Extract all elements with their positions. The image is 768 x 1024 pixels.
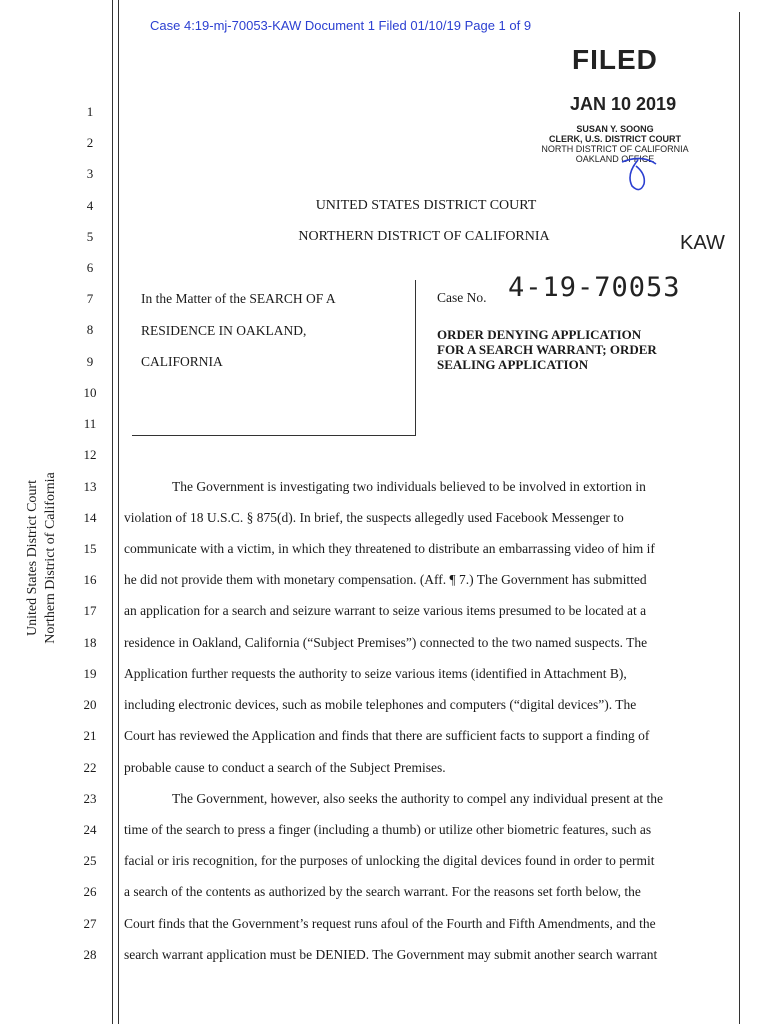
line-number: 7 <box>86 291 94 306</box>
case-no-handwritten: 4-19-70053 <box>508 272 681 303</box>
line-number: 22 <box>83 760 97 775</box>
sidebar-line-1: United States District Court <box>25 480 40 636</box>
line-number: 27 <box>83 916 97 931</box>
judge-initials: KAW <box>680 232 725 254</box>
body-line: residence in Oakland, California (“Subject Premises”) connected to the two named suspects. The <box>124 635 648 650</box>
line-number: 1 <box>86 104 94 119</box>
clerk-district: NORTH DISTRICT OF CALIFORNIA <box>541 144 689 154</box>
body-line: Court finds that the Government’s request runs afoul of the Fourth and Fifth Amendments, and the <box>124 916 656 931</box>
body-line: an application for a search and seizure warrant to seize various items presumed to be located at a <box>124 603 647 618</box>
body-line: he did not provide them with monetary compensation. (Aff. ¶ 7.) The Government has submitted <box>124 572 647 587</box>
line-number: 2 <box>86 135 94 150</box>
sidebar-court-label <box>24 448 60 668</box>
clerk-name: SUSAN Y. SOONG <box>576 124 654 134</box>
court-district: NORTHERN DISTRICT OF CALIFORNIA <box>298 229 550 244</box>
body-line: facial or iris recognition, for the purposes of unlocking the digital devices found in order to permit <box>124 853 655 868</box>
caption-underline <box>132 435 416 436</box>
body-line: a search of the contents as authorized by the search warrant. For the reasons set forth below, the <box>124 884 641 899</box>
body-line: violation of 18 U.S.C. § 875(d). In brief, the suspects allegedly used Facebook Messenger to <box>124 510 624 525</box>
body-line: including electronic devices, such as mobile telephones and computers (“digital devices”). The <box>124 697 637 712</box>
line-number: 20 <box>83 697 97 712</box>
line-number: 13 <box>83 479 97 494</box>
line-number: 24 <box>83 822 97 837</box>
line-number: 14 <box>83 510 97 525</box>
body-line: The Government is investigating two individuals believed to be involved in extortion in <box>172 479 646 494</box>
left-margin-rule <box>112 0 113 1024</box>
line-number: 26 <box>83 884 97 899</box>
order-title-line-3: SEALING APPLICATION <box>437 357 589 372</box>
order-title <box>437 327 717 372</box>
line-number: 12 <box>83 447 97 462</box>
filed-stamp: FILED <box>572 44 658 75</box>
caption-line-1: In the Matter of the SEARCH OF A <box>141 291 336 306</box>
caption-line-2: RESIDENCE IN OAKLAND, <box>141 323 307 338</box>
filed-date: JAN 10 2019 <box>570 94 677 114</box>
line-number: 18 <box>83 635 97 650</box>
line-number: 3 <box>86 166 94 181</box>
body-line: time of the search to press a finger (including a thumb) or utilize other biometric features, such as <box>124 822 652 837</box>
line-number: 28 <box>83 947 97 962</box>
sidebar-line-2: Northern District of California <box>43 472 58 644</box>
case-header: Case 4:19-mj-70053-KAW Document 1 Filed 01/10/19 Page 1 of 9 <box>150 18 532 33</box>
line-number: 5 <box>86 229 94 244</box>
line-number: 19 <box>83 666 97 681</box>
clerk-title: CLERK, U.S. DISTRICT COURT <box>549 134 681 144</box>
line-number: 17 <box>83 603 97 618</box>
body-line: Court has reviewed the Application and finds that there are sufficient facts to support a finding of <box>124 728 650 743</box>
left-margin-rule-inner <box>118 0 119 1024</box>
court-name: UNITED STATES DISTRICT COURT <box>315 198 537 213</box>
line-number: 4 <box>86 198 94 213</box>
clerk-office: OAKLAND OFFICE <box>575 154 655 164</box>
body-line: probable cause to conduct a search of the Subject Premises. <box>124 760 446 775</box>
order-title-line-2: FOR A SEARCH WARRANT; ORDER <box>437 342 657 357</box>
handwritten-initial-mark <box>612 150 662 196</box>
body-line: The Government, however, also seeks the authority to compel any individual present at the <box>172 791 663 806</box>
case-no-label: Case No. <box>437 290 487 305</box>
order-title-line-1: ORDER DENYING APPLICATION <box>437 327 642 342</box>
line-number: 11 <box>83 416 97 431</box>
line-number: 6 <box>86 260 94 275</box>
caption-divider <box>415 280 416 435</box>
body-line: Application further requests the authority to seize various items (identified in Attachment B), <box>124 666 627 681</box>
caption-line-3: CALIFORNIA <box>141 354 223 369</box>
line-number: 16 <box>83 572 97 587</box>
body-line: communicate with a victim, in which they threatened to distribute an embarrassing video of him if <box>124 541 655 556</box>
line-number: 23 <box>83 791 97 806</box>
line-number: 25 <box>83 853 97 868</box>
line-number: 9 <box>86 354 94 369</box>
line-number: 15 <box>83 541 97 556</box>
line-number: 10 <box>83 385 97 400</box>
line-number: 21 <box>83 728 97 743</box>
body-line: search warrant application must be DENIED. The Government may submit another search warrant <box>124 947 658 962</box>
line-number: 8 <box>86 322 94 337</box>
right-margin-rule <box>739 12 740 1024</box>
